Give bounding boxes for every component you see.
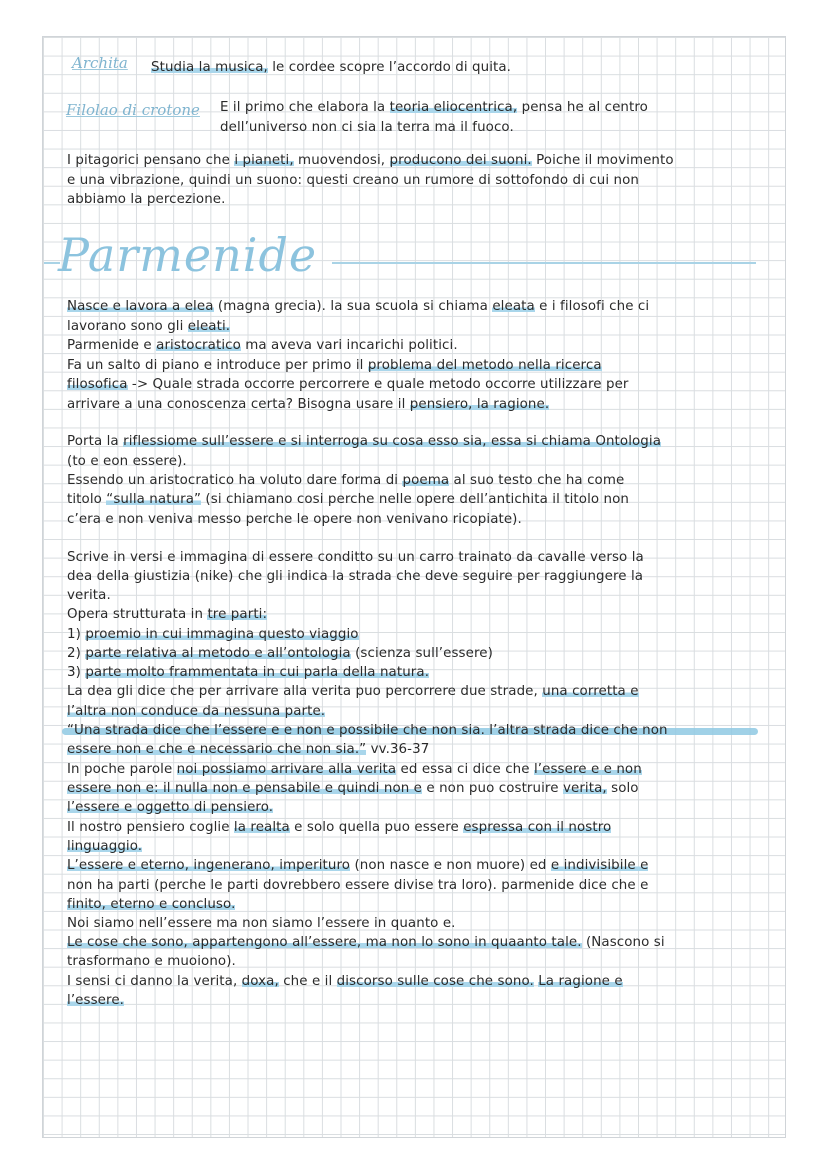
p1-line-6: arrivare a una conoscenza certa? Bisogna usare il pensiero, la ragione. — [67, 397, 550, 412]
p3-line-1: Scrive in versi e immagina di essere conditto su un carro trainato da cavalle verso la — [67, 550, 644, 565]
p1-line-4: Fa un salto di piano e introduce per primo il problema del metodo nella ricerca — [67, 358, 602, 373]
page-title: Parmenide — [58, 228, 318, 282]
p2-line-4: titolo “sulla natura” (si chiamano cosi perche nelle opere dell’antichita il titolo non — [67, 492, 629, 507]
p2-line-5: c’era e non veniva messo perche le opere non venivano ricopiate). — [67, 512, 522, 527]
p2-line-2: (to e eon essere). — [67, 454, 187, 469]
p3-line-12: In poche parole noi possiamo arrivare alla verita ed essa ci dice che l’essere e e non — [67, 762, 642, 777]
p3-line-9: l’altra non conduce da nessuna parte. — [67, 704, 326, 719]
p3-line-17: L’essere e eterno, ingenerano, imperituro (non nasce e non muore) ed e indivisibile e — [67, 858, 649, 873]
p3-line-22: trasformano e muoiono). — [67, 954, 236, 969]
p2-line-3: Essendo un aristocratico ha voluto dare forma di poema al suo testo che ha come — [67, 473, 625, 488]
p1-line-1: Nasce e lavora a elea (magna grecia). la sua scuola si chiama eleata e i filosofi che ci — [67, 299, 650, 314]
name-archita: Archita — [72, 54, 128, 72]
p3-line-21: Le cose che sono, appartengono all’essere, ma non lo sono in quaanto tale. (Nascono si — [67, 935, 665, 950]
filolao-line-1: E il primo che elabora la teoria eliocentrica, pensa he al centro — [220, 100, 648, 115]
name-filolao: Filolao di crotone — [66, 101, 200, 119]
p3-line-24: l’essere. — [67, 993, 125, 1008]
p3-line-13: essere non e: il nulla non e pensabile e quindi non e e non puo costruire verita, solo — [67, 781, 639, 796]
p3-line-23: I sensi ci danno la verita, doxa, che e il discorso sulle cose che sono. La ragione e — [67, 974, 623, 989]
p3-line-4: Opera strutturata in tre parti: — [67, 607, 268, 622]
pitagorici-line-3: abbiamo la percezione. — [67, 192, 226, 207]
p3-line-16: linguaggio. — [67, 839, 143, 854]
p3-line-19: finito, eterno e concluso. — [67, 897, 236, 912]
p3-line-2: dea della giustizia (nike) che gli indica la strada che deve seguire per raggiungere la — [67, 569, 644, 584]
p3-line-7: 3) parte molto frammentata in cui parla della natura. — [67, 665, 430, 680]
pitagorici-line-1: I pitagorici pensano che i pianeti, muovendosi, producono dei suoni. Poiche il movimento — [67, 153, 674, 168]
p3-line-5: 1) proemio in cui immagina questo viaggio — [67, 627, 359, 642]
p3-line-8: La dea gli dice che per arrivare alla verita puo percorrere due strade, una corretta e — [67, 684, 639, 699]
p1-line-5: filosofica -> Quale strada occorre percorrere e quale metodo occorre utilizzare per — [67, 377, 629, 392]
p3-line-18: non ha parti (perche le parti dovrebbero essere divise tra loro). parmenide dice che e — [67, 878, 649, 893]
p3-line-3: verita. — [67, 588, 111, 603]
title-rule — [332, 262, 756, 264]
archita-text: Studia la musica, le cordee scopre l’accordo di quita. — [151, 60, 512, 75]
p3-line-6: 2) parte relativa al metodo e all’ontologia (scienza sull’essere) — [67, 646, 493, 661]
p3-line-10: “Una strada dice che l’essere e e non e possibile che non sia. l’altra strada dice che non — [67, 723, 668, 738]
filolao-line-2: dell’universo non ci sia la terra ma il fuoco. — [220, 120, 514, 135]
p3-line-11: essere non e che e necessario che non sia.” vv.36-37 — [67, 742, 430, 757]
p1-line-3: Parmenide e aristocratico ma aveva vari incarichi politici. — [67, 338, 458, 353]
p3-line-14: l’essere e oggetto di pensiero. — [67, 800, 274, 815]
p1-line-2: lavorano sono gli eleati. — [67, 319, 231, 334]
p3-line-20: Noi siamo nell’essere ma non siamo l’essere in quanto e. — [67, 916, 456, 931]
p3-line-15: Il nostro pensiero coglie la realta e solo quella puo essere espressa con il nostro — [67, 820, 612, 835]
p2-line-1: Porta la riflessiome sull’essere e si interroga su cosa esso sia, essa si chiama Ontologia — [67, 434, 662, 449]
pitagorici-line-2: e una vibrazione, quindi un suono: questi creano un rumore di sottofondo di cui non — [67, 173, 639, 188]
